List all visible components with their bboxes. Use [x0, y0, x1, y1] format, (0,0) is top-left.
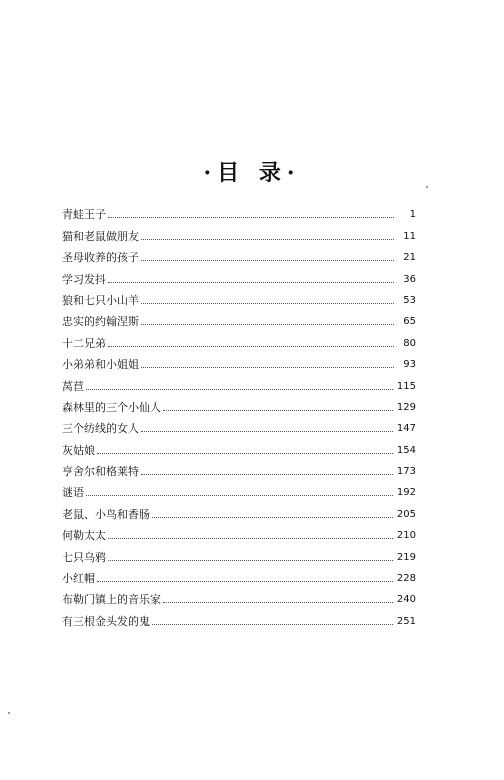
dot-leader	[141, 431, 393, 432]
toc-entry-title: 莴苣	[62, 379, 84, 393]
toc-entry-page: 53	[403, 294, 416, 306]
toc-entry-title: 亨舍尔和格莱特	[62, 465, 139, 479]
toc-entry-page: 11	[403, 230, 416, 242]
dot-leader	[97, 453, 393, 454]
toc-entry	[62, 457, 416, 478]
toc-entry-title: 圣母收养的孩子	[62, 251, 139, 265]
toc-entry	[62, 221, 416, 242]
dot-leader	[108, 346, 394, 347]
page-title: ·目 录·	[203, 160, 301, 186]
toc-entry-title: 布勒门镇上的音乐家	[62, 593, 161, 607]
toc-entry	[62, 243, 416, 264]
toc-entry-title: 忠实的约翰涅斯	[62, 315, 139, 329]
dot-leader	[163, 410, 393, 411]
toc-entry-title: 老鼠、小鸟和香肠	[62, 507, 150, 521]
dot-leader	[108, 282, 394, 283]
toc-entry	[62, 371, 416, 392]
toc-entry	[62, 414, 416, 435]
toc-entry-title: 狼和七只小山羊	[62, 293, 139, 307]
toc-entry	[62, 542, 416, 563]
toc-entry-title: 十二兄弟	[62, 336, 106, 350]
scan-speck	[426, 186, 428, 188]
dot-leader	[152, 624, 393, 625]
dot-leader	[163, 602, 393, 603]
toc-entry-title: 七只乌鸦	[62, 550, 106, 564]
toc-entry	[62, 307, 416, 328]
dot-leader	[141, 474, 393, 475]
toc-entry-title: 小弟弟和小姐姐	[62, 358, 139, 372]
toc-entry-title: 灰姑娘	[62, 443, 95, 457]
toc-entry-page: 228	[396, 573, 416, 585]
toc-entry-page: 65	[403, 316, 416, 328]
toc-entry-page: 192	[396, 487, 416, 499]
toc-entry-page: 173	[396, 466, 416, 478]
toc-entry-title: 何勒太太	[62, 529, 106, 543]
dot-leader	[108, 538, 393, 539]
toc-entry-title: 小红帽	[62, 572, 95, 586]
toc-entry-page: 205	[396, 508, 416, 520]
toc-entry-page: 210	[396, 530, 416, 542]
toc-entry	[62, 264, 416, 285]
toc-entry-page: 1	[409, 209, 416, 221]
toc-entry-title: 三个纺线的女人	[62, 422, 139, 436]
dot-leader	[108, 217, 394, 218]
toc-entry-page: 93	[403, 359, 416, 371]
toc-entry	[62, 435, 416, 456]
dot-leader	[86, 495, 393, 496]
toc-entry-title: 青蛙王子	[62, 208, 106, 222]
toc-entry-page: 154	[396, 444, 416, 456]
dot-leader	[86, 389, 393, 390]
toc-entry-title: 猫和老鼠做朋友	[62, 229, 139, 243]
toc-entry	[62, 328, 416, 349]
toc-entry-title: 谜语	[62, 486, 84, 500]
toc-entry-page: 80	[403, 337, 416, 349]
toc-entry-page: 36	[403, 273, 416, 285]
toc-entry-page: 251	[396, 615, 416, 627]
toc-entry	[62, 393, 416, 414]
toc-entry-page: 21	[403, 252, 416, 264]
toc-entry	[62, 585, 416, 606]
toc-entry	[62, 606, 416, 627]
toc-entry	[62, 564, 416, 585]
toc-entry	[62, 521, 416, 542]
toc-entry-page: 147	[396, 423, 416, 435]
dot-leader	[141, 367, 394, 368]
dot-leader	[152, 517, 393, 518]
toc-entry-page: 219	[396, 551, 416, 563]
toc-entry-page: 240	[396, 594, 416, 606]
dot-leader	[141, 324, 394, 325]
scan-speck	[8, 712, 10, 714]
toc-entry-page: 115	[396, 380, 416, 392]
dot-leader	[108, 560, 393, 561]
dot-leader	[97, 581, 393, 582]
toc-entry	[62, 478, 416, 499]
toc-entry	[62, 200, 416, 221]
toc-entry-title: 森林里的三个小仙人	[62, 400, 161, 414]
toc-entry-page: 129	[396, 401, 416, 413]
toc-entry-title: 学习发抖	[62, 272, 106, 286]
dot-leader	[141, 303, 394, 304]
dot-leader	[141, 239, 394, 240]
toc-entry-title: 有三根金头发的鬼	[62, 614, 150, 628]
table-of-contents	[62, 200, 416, 628]
toc-entry	[62, 286, 416, 307]
dot-leader	[141, 260, 394, 261]
toc-entry	[62, 350, 416, 371]
toc-entry	[62, 499, 416, 520]
